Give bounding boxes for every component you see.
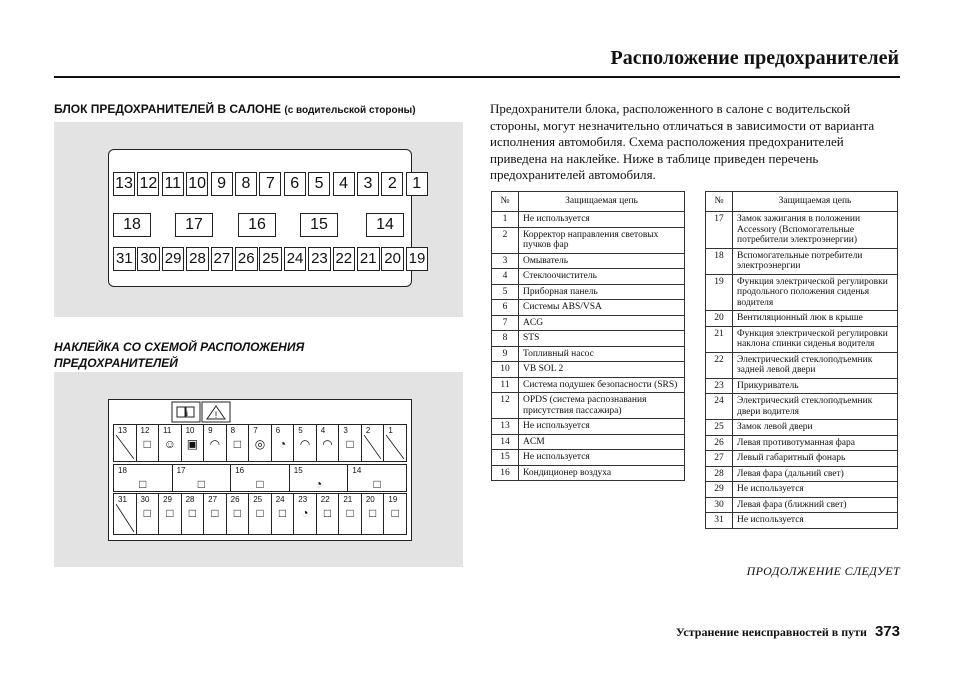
fuse-number: 29 xyxy=(706,482,733,498)
fuse-number: 9 xyxy=(492,346,519,362)
label-cell xyxy=(317,494,340,534)
label-cell-number: 18 xyxy=(118,466,127,475)
label-cell xyxy=(204,494,227,534)
label-cell xyxy=(362,494,385,534)
fuse-slot: 19 xyxy=(406,247,429,271)
fuse-circuit: Система подушек безопасности (SRS) xyxy=(519,377,685,393)
fuse-number: 19 xyxy=(706,274,733,311)
empty-slot-mark xyxy=(116,435,134,459)
table-row xyxy=(706,497,898,513)
label-cell-number: 31 xyxy=(118,495,127,504)
fuse-circuit: Левая фара (дальний свет) xyxy=(733,466,898,482)
table-row xyxy=(706,394,898,420)
fuse-circuit: Электрический стеклоподъемник двери водителя xyxy=(733,394,898,420)
fuse-circuit: Электрический стеклоподъемник задней левой двери xyxy=(733,352,898,378)
fuse-circuit: Замок зажигания в положении Accessory (Вспомогательные потребители электроэнергии) xyxy=(733,212,898,249)
table-row xyxy=(706,326,898,352)
book-icon: □ xyxy=(233,506,242,520)
table-row xyxy=(492,465,685,481)
fuse-slot-large: 17 xyxy=(175,213,213,237)
label-cell-number: 21 xyxy=(343,495,353,504)
table-row xyxy=(492,284,685,300)
table-row xyxy=(492,377,685,393)
table-row xyxy=(706,274,898,311)
label-cell-number: 24 xyxy=(275,495,285,504)
fuse-number: 13 xyxy=(492,419,519,435)
fuse-number: 21 xyxy=(706,326,733,352)
table-row xyxy=(706,482,898,498)
fuse-slot: 13 xyxy=(113,172,135,196)
fuse-number: 8 xyxy=(492,331,519,347)
section1-heading-suffix: (с водительской стороны) xyxy=(284,105,416,116)
fuse-circuit: Прикуриватель xyxy=(733,378,898,394)
fuse-table-right xyxy=(705,191,898,529)
fuse-circuit: Вентиляционный люк в крыше xyxy=(733,311,898,327)
book-icon: □ xyxy=(346,506,354,520)
fuse-circuit: Левая противотуманная фара xyxy=(733,435,898,451)
fuse-number: 30 xyxy=(706,497,733,513)
label-cell-number: 5 xyxy=(298,426,303,435)
fuse-circuit: Не используется xyxy=(519,419,685,435)
fuse-row-middle xyxy=(109,213,411,237)
fuse-number: 17 xyxy=(706,212,733,249)
section2-heading-line2: ПРЕДОХРАНИТЕЛЕЙ xyxy=(54,356,178,370)
label-cell xyxy=(362,425,385,461)
label-cell-number: 28 xyxy=(185,495,195,504)
fuse-slot: 24 xyxy=(284,247,307,271)
label-cell-number: 25 xyxy=(253,495,263,504)
fuse-slot: 25 xyxy=(259,247,282,271)
page-footer xyxy=(676,623,900,640)
table-row xyxy=(706,352,898,378)
fuse-number: 15 xyxy=(492,450,519,466)
fuse-circuit: Стеклоочиститель xyxy=(519,269,685,285)
table-row xyxy=(492,346,685,362)
label-cell-number: 13 xyxy=(118,426,127,435)
fuse-number: 14 xyxy=(492,434,519,450)
fuse-circuit: Не используется xyxy=(519,450,685,466)
dial-icon: ◔ xyxy=(301,506,309,520)
wiper-icon: ◠ xyxy=(209,437,221,451)
fuse-slot: 12 xyxy=(137,172,159,196)
fuse-number: 18 xyxy=(706,248,733,274)
fuse-slot: 8 xyxy=(235,172,257,196)
label-cell xyxy=(290,465,349,491)
book-icon: □ xyxy=(211,506,219,520)
fuse-label-sheet xyxy=(108,399,412,541)
empty-slot-mark xyxy=(386,435,404,459)
label-row-bottom xyxy=(113,493,407,535)
fuse-slot: 5 xyxy=(308,172,330,196)
label-header-icons xyxy=(171,401,231,423)
fusebox-diagram xyxy=(108,149,426,287)
table-row xyxy=(706,451,898,467)
book-icon: □ xyxy=(368,506,377,520)
label-cell xyxy=(137,425,160,461)
fuse-circuit: Левая фара (ближний свет) xyxy=(733,497,898,513)
section2-heading-line1: НАКЛЕЙКА СО СХЕМОЙ РАСПОЛОЖЕНИЯ xyxy=(54,340,305,354)
label-cell xyxy=(384,425,406,461)
page-number: 373 xyxy=(874,623,900,640)
table-row xyxy=(492,419,685,435)
label-cell xyxy=(272,494,295,534)
col-number-header: № xyxy=(492,192,519,212)
intro-paragraph: Предохранители блока, расположенного в салоне с водительской стороны, могут незначительно отличаться в зависимости от варианта исполнения автомобиля. Схема расположения предохранителей приведена на наклейке. Ниже в таблице приведен перечень предохранителей автомобиля. xyxy=(490,101,875,182)
label-cell-number: 16 xyxy=(235,466,245,475)
fuse-number: 24 xyxy=(706,394,733,420)
fuse-slot-large: 15 xyxy=(300,213,338,237)
fuse-slot: 1 xyxy=(406,172,428,196)
label-cell xyxy=(249,425,272,461)
fuse-slot: 4 xyxy=(333,172,355,196)
table-row xyxy=(492,362,685,378)
fuse-number: 26 xyxy=(706,435,733,451)
label-cell-number: 22 xyxy=(320,495,330,504)
book-icon: □ xyxy=(256,506,264,520)
fuse-number: 3 xyxy=(492,253,519,269)
table-row xyxy=(492,393,685,419)
section1-heading xyxy=(54,102,416,116)
table-row xyxy=(706,311,898,327)
label-cell-number: 19 xyxy=(388,495,398,504)
label-cell-number: 12 xyxy=(140,426,150,435)
book-icon: □ xyxy=(143,506,151,520)
fuse-circuit: ACG xyxy=(519,315,685,331)
fuse-slot: 9 xyxy=(211,172,233,196)
book-icon: □ xyxy=(373,477,381,491)
label-cell xyxy=(339,494,362,534)
book-icon: □ xyxy=(143,437,151,451)
section2-heading xyxy=(54,339,354,371)
fuse-number: 27 xyxy=(706,451,733,467)
label-cell-number: 7 xyxy=(253,426,258,435)
fuse-slot: 3 xyxy=(357,172,379,196)
label-cell-number: 27 xyxy=(208,495,218,504)
label-cell-number: 4 xyxy=(320,426,326,435)
label-cell-number: 23 xyxy=(298,495,308,504)
table-row xyxy=(706,435,898,451)
label-cell xyxy=(114,425,137,461)
table-row xyxy=(706,420,898,436)
fuse-slot: 28 xyxy=(186,247,209,271)
engine-icon: ▣ xyxy=(186,437,199,451)
label-cell-number: 3 xyxy=(343,426,348,435)
label-row-middle xyxy=(113,464,407,492)
fuse-slot: 31 xyxy=(113,247,136,271)
fuse-slot: 27 xyxy=(211,247,234,271)
fuse-number: 7 xyxy=(492,315,519,331)
table-row xyxy=(492,450,685,466)
label-cell-number: 8 xyxy=(230,426,236,435)
page-title: Расположение предохранителей xyxy=(610,47,899,69)
fuse-circuit: Функция электрической регулировки продольного положения сиденья водителя xyxy=(733,274,898,311)
fuse-slot-large: 16 xyxy=(238,213,276,237)
fuse-number: 28 xyxy=(706,466,733,482)
book-icon: □ xyxy=(188,506,196,520)
fuse-table-left xyxy=(491,191,685,481)
fuse-circuit: STS xyxy=(519,331,685,347)
label-cell-number: 10 xyxy=(185,426,195,435)
col-circuit-header: Защищаемая цепь xyxy=(733,192,898,212)
empty-slot-mark xyxy=(116,504,134,532)
table-row xyxy=(492,434,685,450)
label-cell xyxy=(227,425,250,461)
fuse-slot: 11 xyxy=(162,172,184,196)
table-row xyxy=(492,227,685,253)
fuse-circuit: Вспомогательные потребители электроэнергии xyxy=(733,248,898,274)
person-icon: ☺ xyxy=(163,437,176,451)
label-cell xyxy=(173,465,232,491)
fuse-number: 16 xyxy=(492,465,519,481)
fuse-circuit: Не используется xyxy=(519,212,685,228)
book-icon: □ xyxy=(323,506,332,520)
label-cell xyxy=(339,425,362,461)
fuse-circuit: Не используется xyxy=(733,482,898,498)
dial-icon: ◔ xyxy=(314,477,323,491)
dial-icon: ◔ xyxy=(278,437,287,451)
book-icon: □ xyxy=(233,437,242,451)
label-cell-number: 20 xyxy=(365,495,375,504)
label-cell-number: 17 xyxy=(176,466,186,475)
fuse-number: 31 xyxy=(706,513,733,529)
fuse-number: 10 xyxy=(492,362,519,378)
svg-text:!: ! xyxy=(214,410,218,420)
label-cell xyxy=(249,494,272,534)
label-cell-number: 6 xyxy=(275,426,281,435)
label-cell xyxy=(348,465,406,491)
table-row xyxy=(706,378,898,394)
book-icon: □ xyxy=(166,506,174,520)
fuse-number: 25 xyxy=(706,420,733,436)
fuse-number: 2 xyxy=(492,227,519,253)
fuse-number: 11 xyxy=(492,377,519,393)
label-cell xyxy=(231,465,290,491)
title-rule xyxy=(54,76,900,78)
label-cell-number: 26 xyxy=(230,495,240,504)
fuse-slot: 21 xyxy=(357,247,380,271)
fuse-circuit: OPDS (система распознавания присутствия пассажира) xyxy=(519,393,685,419)
fuse-slot: 22 xyxy=(333,247,356,271)
label-cell xyxy=(272,425,295,461)
label-cell-number: 1 xyxy=(388,426,393,435)
label-cell xyxy=(114,494,137,534)
fuse-number: 12 xyxy=(492,393,519,419)
fuse-number: 23 xyxy=(706,378,733,394)
fuse-number: 20 xyxy=(706,311,733,327)
svg-text:i: i xyxy=(185,409,189,418)
book-icon: □ xyxy=(256,477,264,491)
col-number-header: № xyxy=(706,192,733,212)
fuse-number: 1 xyxy=(492,212,519,228)
fuse-row-top xyxy=(113,172,430,196)
fuse-number: 6 xyxy=(492,300,519,316)
table-row xyxy=(706,248,898,274)
label-cell xyxy=(317,425,340,461)
label-cell xyxy=(294,494,317,534)
label-cell-number: 14 xyxy=(352,466,362,475)
table-row xyxy=(492,315,685,331)
empty-slot-mark xyxy=(364,435,382,459)
book-icon: □ xyxy=(278,506,287,520)
table-row xyxy=(492,253,685,269)
fuse-circuit: Функция электрической регулировки наклона спинки сиденья водителя xyxy=(733,326,898,352)
fuse-slot: 23 xyxy=(308,247,331,271)
label-cell xyxy=(204,425,227,461)
table-row xyxy=(492,331,685,347)
fuse-circuit: Замок левой двери xyxy=(733,420,898,436)
table-row xyxy=(492,212,685,228)
fuse-row-bottom xyxy=(113,247,430,271)
book-icon: □ xyxy=(391,506,399,520)
fuse-slot: 2 xyxy=(381,172,403,196)
label-cell xyxy=(227,494,250,534)
label-row-top xyxy=(113,424,407,462)
label-cell xyxy=(159,494,182,534)
fuse-circuit: VB SOL 2 xyxy=(519,362,685,378)
fuse-number: 5 xyxy=(492,284,519,300)
wiper-icon: ◠ xyxy=(322,437,333,451)
label-cell-number: 15 xyxy=(293,466,303,475)
fuse-circuit: Корректор направления световых пучков фар xyxy=(519,227,685,253)
fuse-slot: 10 xyxy=(186,172,208,196)
fuse-circuit: ACM xyxy=(519,434,685,450)
table-row xyxy=(492,269,685,285)
fuse-number: 4 xyxy=(492,269,519,285)
fuse-circuit: Кондиционер воздуха xyxy=(519,465,685,481)
continued-note: ПРОДОЛЖЕНИЕ СЛЕДУЕТ xyxy=(746,564,900,578)
label-cell xyxy=(182,494,205,534)
fuse-slot: 7 xyxy=(259,172,281,196)
label-cell xyxy=(159,425,182,461)
book-icon: □ xyxy=(346,437,354,451)
label-cell-number: 2 xyxy=(365,426,371,435)
fuse-circuit: Левый габаритный фонарь xyxy=(733,451,898,467)
label-cell-number: 29 xyxy=(163,495,172,504)
table-row xyxy=(492,300,685,316)
col-circuit-header: Защищаемая цепь xyxy=(519,192,685,212)
fuse-slot: 6 xyxy=(284,172,306,196)
fuse-circuit: Приборная панель xyxy=(519,284,685,300)
fuse-slot: 26 xyxy=(235,247,258,271)
book-icon: □ xyxy=(197,477,206,491)
fuse-slot: 20 xyxy=(381,247,404,271)
fuse-slot-large: 18 xyxy=(113,213,151,237)
fuse-circuit: Топливный насос xyxy=(519,346,685,362)
label-cell xyxy=(384,494,406,534)
fuse-slot: 30 xyxy=(137,247,160,271)
wiper-icon: ◠ xyxy=(299,437,311,451)
book-icon: □ xyxy=(139,477,147,491)
section1-heading-text: БЛОК ПРЕДОХРАНИТЕЛЕЙ В САЛОНЕ xyxy=(54,102,282,116)
fuse-circuit: Системы ABS/VSA xyxy=(519,300,685,316)
label-cell-number: 30 xyxy=(140,495,150,504)
table-row xyxy=(706,212,898,249)
label-cell xyxy=(294,425,317,461)
table-row xyxy=(706,466,898,482)
label-cell xyxy=(137,494,160,534)
fuse-slot: 29 xyxy=(162,247,185,271)
footer-section-name: Устранение неисправностей в пути xyxy=(675,625,867,639)
label-cell-number: 11 xyxy=(163,426,172,435)
label-cell xyxy=(114,465,173,491)
fuse-slot-large: 14 xyxy=(366,213,404,237)
fuse-circuit: Омыватель xyxy=(519,253,685,269)
fuse-circuit: Не используется xyxy=(733,513,898,529)
label-cell-number: 9 xyxy=(208,426,213,435)
gauge-icon: ◎ xyxy=(254,437,266,451)
fuse-number: 22 xyxy=(706,352,733,378)
table-row xyxy=(706,513,898,529)
label-cell xyxy=(182,425,205,461)
